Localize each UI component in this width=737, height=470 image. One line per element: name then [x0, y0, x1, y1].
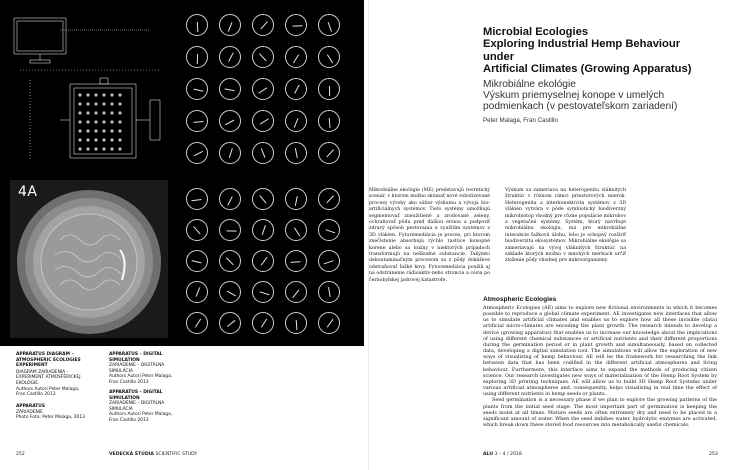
- simulation-cell: [186, 219, 208, 241]
- simulation-cell: [252, 219, 274, 241]
- simulation-cell: [285, 46, 307, 68]
- article-authors: Peter Malaga, Fran Castillo: [483, 116, 558, 124]
- seedling-mark: [194, 151, 203, 156]
- simulation-cell: [252, 78, 274, 100]
- simulation-cell: [285, 14, 307, 36]
- simulation-cell: [252, 250, 274, 272]
- seedling-mark: [295, 196, 298, 206]
- simulation-cell: [186, 281, 208, 303]
- seedling-mark: [328, 287, 331, 297]
- english-paragraph-1: Atmospheric Ecologies (AE) aims to explore new fictional environments in which it becomes possible to reproduce a global climate experiment. AE investigates new interfaces that allow us to simulate artificial climates and enables us to explore how all these invisible (data) artificial micro-climates are encoding the plant growth. The research intends to develop a device (growing apparatus) that enables us to increase our knowledge about the implications of using different chemical substances or artificial nutrients and their different proportions during the germination period or in plant growth and simultaneously, based on collected data, developing a digital simulation tool. The simulations will allow the exploration of new ways of visualizing of hemp behaviour. AE will be the framework for researching the link between data that has been codified in the different artificial atmospheres and living behaviour. Furthermore, this interface aims to expand the methods of producing citizen science. Our research investigates new ways of materialization of the Hemp Root System by exploring 3D printing techniques. AE will allow us to build 3D Hemp Root Systems under various artificial atmospheres and, consequently, helps visualizing in real time the effect of using different nutrients in hemp seeds or plants.: [483, 305, 717, 398]
- left-page-number: 252: [16, 452, 25, 457]
- simulation-cell: [219, 188, 241, 210]
- seedling-mark: [296, 320, 298, 330]
- seedling-mark: [326, 195, 334, 203]
- simulation-cell: [285, 110, 307, 132]
- caption-line: ZARIADENIE – DIGITÁLNA: [109, 401, 165, 407]
- simulation-cell: [186, 78, 208, 100]
- seedling-mark: [326, 149, 334, 157]
- simulation-cell: [285, 142, 307, 164]
- simulation-cell: [318, 312, 340, 334]
- seedling-mark: [260, 21, 267, 29]
- left-folio-section: [109, 452, 197, 457]
- simulation-cell: [186, 46, 208, 68]
- seedling-mark: [226, 230, 236, 231]
- simulation-cell: [285, 250, 307, 272]
- diagram-grid-dots: [78, 93, 121, 150]
- caption-line: Fran Castillo 2013: [16, 392, 56, 398]
- simulation-cell: [285, 281, 307, 303]
- caption-apparatus-photo: [16, 404, 86, 421]
- seedling-mark: [227, 196, 232, 205]
- simulation-cell: [318, 142, 340, 164]
- seedling-mark: [226, 257, 234, 265]
- simulation-cell: [285, 78, 307, 100]
- caption-line: SIMULÁCIA: [109, 406, 133, 412]
- caption-line: EKOLÓGIE: [16, 380, 39, 386]
- seedling-mark: [327, 54, 333, 63]
- right-folio: [709, 452, 718, 457]
- caption-apparatus-diagram: [16, 352, 86, 398]
- caption-line: APPARATUS – DIGITAL SIMULATION: [109, 390, 163, 401]
- caption-line: Authors Autori Peter Malaga,: [109, 412, 173, 418]
- simulation-cell: [285, 219, 307, 241]
- seedling-mark: [261, 319, 267, 328]
- title-slovak: [483, 79, 703, 113]
- seedling-mark: [192, 260, 202, 263]
- caption-line: SIMULÁCIA: [109, 368, 133, 374]
- seedling-mark: [260, 291, 270, 295]
- title-en-line-2: Exploring Industrial Hemp Behaviour under: [483, 38, 681, 63]
- seedling-mark: [259, 53, 267, 61]
- caption-line: EXPERIMENT ATMOSFÉRICKEJ: [16, 375, 81, 381]
- seedling-mark: [262, 225, 266, 235]
- simulation-cell: [318, 46, 340, 68]
- seedling-mark: [191, 199, 201, 201]
- caption-line: EXPERIMENT: [16, 363, 48, 369]
- seedling-mark: [225, 88, 235, 91]
- seedling-mark: [260, 118, 269, 124]
- seedling-mark: [329, 86, 330, 96]
- article-title-block: [483, 26, 703, 124]
- seedling-mark: [193, 121, 203, 123]
- petri-dish-photo: [10, 180, 168, 338]
- simulation-cell: [318, 281, 340, 303]
- seedling-mark: [261, 148, 266, 158]
- title-en-line-1: Microbial Ecologies: [483, 26, 589, 38]
- seedling-mark: [193, 89, 203, 92]
- seedling-mark: [294, 84, 300, 93]
- simulation-cell: [318, 188, 340, 210]
- simulation-cell: [186, 110, 208, 132]
- seedling-mark: [324, 260, 334, 264]
- english-paragraph-2: Seed germination is a necessary phase if we plan to explore the growing patterns of the plants from the initial seed stage. The most important part of germination is keeping the seeds moist at all times. Mature seeds are often extremely dry and need to be placed in a significant amount of water. When the seed imbibes water, hydrolytic enzymes are activated, which break down these stored food resources into metabolically useful chemicals.: [483, 397, 717, 428]
- caption-line: Photo Foto: Peter Malaga, 2013: [16, 415, 85, 421]
- simulation-cell: [285, 312, 307, 334]
- figure-label-4a: 4A: [18, 184, 38, 200]
- seedling-mark: [227, 320, 235, 327]
- seedling-mark: [292, 290, 299, 298]
- journal-name: ALU: [483, 452, 494, 457]
- left-folio: [16, 452, 25, 457]
- simulation-cell: [318, 78, 340, 100]
- caption-digital-simulation-2: [109, 390, 189, 424]
- seedling-mark: [197, 22, 199, 32]
- caption-line: Fran Castillo 2013: [109, 417, 149, 423]
- apparatus-illustration: [0, 0, 364, 346]
- slovak-column-1: Mikrobiálne ekológie (ME) predstavujú teoretický scenár, v ktorom možno skúmať nové robotizované procesy výroby ako súbor výskumu a vývoja bio-artificiálnych systémov. Tieto systémy umožňujú segmentovať zneužitiené a zrodované zeleny, ochraňovať pôdu pred ďalšou erziou a podporiť zdravý spôsob pestovania a využitím systémov z 3D vlákien. Fytoremediácia je proces, pri ktorom znečistenie absorbujú rýchlo rastúce konopné korene alebo sa toxiny v niektorých prípadoch transformujú na neškodné substancie. Takýmto dekontaminačným procesom sa z pôdy dokáževe odstraňovať ťažké kovy. Fytoremediácia použili aj na odstránenie rádioaktív-neho stroncia a cézia po černobyľskej jadrovej katastrofe.: [369, 188, 490, 283]
- apparatus-image-panel: [0, 0, 364, 346]
- right-page-number: 253: [709, 452, 718, 457]
- section-heading: Atmospheric Ecologies: [483, 296, 557, 303]
- simulation-cell: [219, 110, 241, 132]
- simulation-cell: [186, 142, 208, 164]
- seedling-mark: [258, 87, 267, 93]
- simulation-cell: [219, 78, 241, 100]
- seedling-mark: [292, 25, 302, 26]
- simulation-cell: [219, 281, 241, 303]
- seedling-mark: [195, 319, 201, 328]
- seedling-mark: [225, 120, 234, 126]
- caption-line: APPARATUS: [16, 404, 45, 409]
- simulation-cell: [318, 14, 340, 36]
- apparatus-diagram: [14, 18, 160, 160]
- simulation-cell: [186, 188, 208, 210]
- caption-line: Authors Autori Peter Malaga,: [109, 374, 173, 380]
- caption-line: Authors Autori Peter Malaga,: [16, 386, 80, 392]
- caption-line: APPARATUS DIAGRAM –: [16, 352, 74, 357]
- caption-line: APPARATUS – DIGITAL SIMULATION: [109, 352, 163, 363]
- simulation-cell: [219, 250, 241, 272]
- simulation-cell: [219, 46, 241, 68]
- seedling-mark: [197, 54, 198, 64]
- simulation-cell: [252, 312, 274, 334]
- caption-line: DIAGRAM ZARIADENIA –: [16, 369, 69, 375]
- caption-line: ATMOSPHERIC ECOLOGIES: [16, 357, 81, 363]
- simulation-cell: [219, 14, 241, 36]
- seedling-mark: [228, 22, 233, 32]
- seedling-mark: [294, 227, 300, 236]
- simulation-cell: [186, 312, 208, 334]
- simulation-cell: [252, 188, 274, 210]
- simulation-cell: [219, 312, 241, 334]
- simulation-cell: [186, 250, 208, 272]
- simulation-cell: [252, 110, 274, 132]
- title-en-line-3: Artificial Climates (Growing Apparatus): [483, 63, 692, 76]
- journal-issue: 3 – 4 / 2018: [494, 452, 522, 457]
- title-sk-line-3: podmienkach (v pestovateľskom zariadení): [483, 101, 678, 113]
- title-sk-line-1: Mikrobiálne ekológie: [483, 78, 576, 90]
- left-section-sk: VEDECKÁ ŠTÚDIA: [109, 452, 154, 457]
- seedling-mark: [327, 319, 334, 328]
- simulation-cell: [219, 219, 241, 241]
- slovak-column-2: Výskum sa zameriava na heterogenitu vláknitých štruktúr v rôznom rámci priestorových mierok. Heterogenita a interkonektivita systémov z 3D vlákien vytvára v pôde symbiotický biodiverzný mikrobiotop vhodný pre rôzne populácie mikrobov a vegetačné systémy. Systém, ktorý navrhuje mikrobiálnu ekológiu, má pre mikrobiálne interakcie ťažkovú úlohu, lebo je schopný rozšíriť biodiverzitu ekosystémov. Mikrobiálne ekológie sa zameriavajú na vývoj vláknitých štruktúr, na základe ktorých možno v mnohých merkach určiť zloženie pôdy vhodnej pre mikroorganizmy.: [505, 188, 626, 264]
- seedling-mark: [290, 261, 300, 263]
- caption-digital-simulation-1: [109, 352, 189, 386]
- seedling-mark: [228, 52, 234, 61]
- seedling-mark: [294, 118, 299, 128]
- simulation-cell: [252, 46, 274, 68]
- simulation-cell: [252, 281, 274, 303]
- title-english: [483, 26, 703, 76]
- seedling-mark: [196, 287, 201, 297]
- seedling-mark: [329, 118, 331, 128]
- english-section: [483, 296, 717, 428]
- seedling-mark: [295, 148, 298, 158]
- simulation-cell: [318, 110, 340, 132]
- right-folio-journal: [483, 452, 522, 457]
- seedling-mark: [293, 54, 299, 63]
- simulation-cell: [318, 219, 340, 241]
- seedling-mark: [193, 226, 200, 234]
- simulation-cell: [252, 142, 274, 164]
- seedling-mark: [227, 291, 236, 297]
- title-sk-line-2: Výskum priemyselnej konope v umelých: [483, 90, 665, 102]
- seedling-mark: [328, 22, 332, 32]
- simulation-cell: [186, 14, 208, 36]
- seedling-mark: [229, 148, 233, 158]
- simulation-cell: [285, 188, 307, 210]
- caption-line: ZARIADENIE – DIGITÁLNA: [109, 363, 165, 369]
- caption-line: ZARIADENIE: [16, 409, 43, 415]
- simulation-cell: [318, 250, 340, 272]
- seedling-mark: [261, 257, 268, 266]
- simulation-cell: [219, 142, 241, 164]
- simulation-cell: [252, 14, 274, 36]
- caption-line: Fran Castillo 2013: [109, 379, 149, 385]
- left-section-en: SCIENTIFIC STUDY: [155, 452, 198, 457]
- seedling-mark: [259, 195, 266, 203]
- seedling-mark: [326, 229, 336, 233]
